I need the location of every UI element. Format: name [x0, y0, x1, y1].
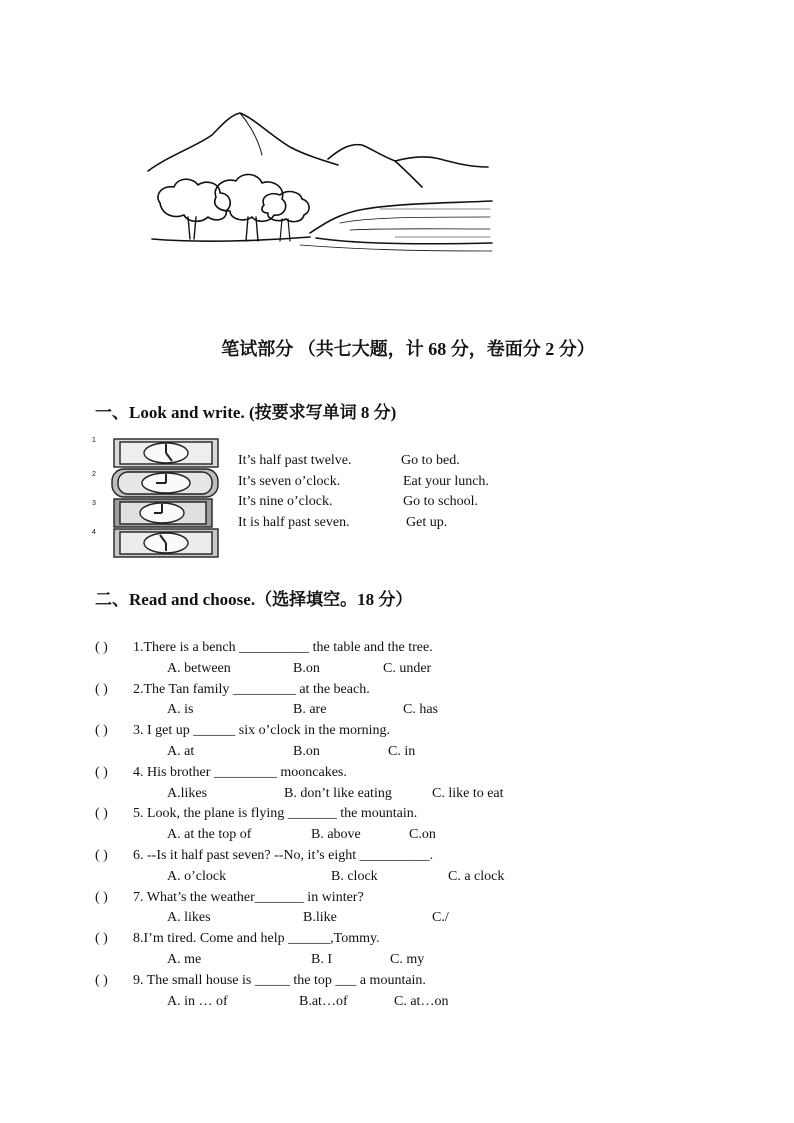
question-text: 2.The Tan family _________ at the beach. [133, 682, 370, 697]
section-1-heading: 一、Look and write. (按要求写单词 8 分) [95, 403, 397, 422]
phrase-item: It’s seven o’clock. [238, 474, 341, 489]
clock-icon [110, 437, 230, 562]
answer-blank[interactable]: ( ) [95, 973, 108, 988]
question-6 [95, 848, 433, 866]
option-c: C. at…on [394, 994, 449, 1009]
option-a: A. at the top of [167, 827, 252, 842]
option-a: A. in … of [167, 994, 228, 1009]
answer-blank[interactable]: ( ) [95, 682, 108, 697]
question-7 [95, 890, 364, 908]
option-a: A. likes [167, 910, 211, 925]
question-text: 4. His brother _________ mooncakes. [133, 765, 347, 780]
option-c: C./ [432, 910, 449, 925]
option-b: B. clock [331, 869, 378, 884]
question-3 [95, 723, 390, 741]
question-text: 5. Look, the plane is flying _______ the mountain. [133, 806, 418, 821]
landscape-illustration [140, 105, 505, 265]
phrase-item: Get up. [406, 515, 448, 530]
option-b: B.like [303, 910, 337, 925]
question-1 [95, 640, 433, 658]
answer-blank[interactable]: ( ) [95, 931, 108, 946]
option-c: C. a clock [448, 869, 505, 884]
question-text: 7. What’s the weather_______ in winter? [133, 890, 364, 905]
phrase-item: Eat your lunch. [403, 474, 489, 489]
phrase-item: It’s half past twelve. [238, 453, 352, 468]
clock-number: 4 [92, 529, 96, 536]
question-4 [95, 765, 347, 783]
question-text: 9. The small house is _____ the top ___ a mountain. [133, 973, 426, 988]
question-8 [95, 931, 380, 949]
option-c: C. my [390, 952, 425, 967]
option-a: A. me [167, 952, 202, 967]
option-c: C.on [409, 827, 436, 842]
question-text: 6. --Is it half past seven? --No, it’s eight __________. [133, 848, 434, 863]
answer-blank[interactable]: ( ) [95, 640, 108, 655]
option-a: A. at [167, 744, 195, 759]
option-c: C. like to eat [432, 786, 504, 801]
option-b: B.at…of [299, 994, 348, 1009]
question-5 [95, 806, 417, 824]
question-text: 3. I get up ______ six o’clock in the morning. [133, 723, 391, 738]
answer-blank[interactable]: ( ) [95, 890, 108, 905]
option-a: A.likes [167, 786, 208, 801]
clock-number: 2 [92, 471, 96, 478]
question-2 [95, 682, 370, 700]
option-c: C. has [403, 702, 438, 717]
option-b: B. above [311, 827, 361, 842]
answer-blank[interactable]: ( ) [95, 806, 108, 821]
page-title: 笔试部分 （共七大题，计 68 分，卷面分 2 分） [221, 339, 595, 359]
phrase-item: Go to bed. [401, 453, 460, 468]
phrase-item: It’s nine o’clock. [238, 494, 333, 509]
answer-blank[interactable]: ( ) [95, 848, 108, 863]
option-a: A. o’clock [167, 869, 227, 884]
section-2-heading: 二、Read and choose.（选择填空。18 分） [95, 590, 413, 609]
clock-pictures [92, 437, 230, 562]
clock-number: 1 [92, 437, 96, 444]
answer-blank[interactable]: ( ) [95, 723, 108, 738]
option-c: C. under [383, 661, 432, 676]
question-text: 8.I’m tired. Come and help ______,Tommy. [133, 931, 380, 946]
option-a: A. between [167, 661, 231, 676]
question-9 [95, 973, 426, 991]
option-b: B.on [293, 744, 320, 759]
phrase-item: It is half past seven. [238, 515, 350, 530]
option-b: B. are [293, 702, 327, 717]
option-c: C. in [388, 744, 416, 759]
answer-blank[interactable]: ( ) [95, 765, 108, 780]
option-a: A. is [167, 702, 194, 717]
phrase-item: Go to school. [403, 494, 479, 509]
option-b: B. don’t like eating [284, 786, 392, 801]
option-b: B. I [311, 952, 332, 967]
option-b: B.on [293, 661, 320, 676]
clock-number: 3 [92, 500, 96, 507]
question-text: 1.There is a bench __________ the table and the tree. [133, 640, 433, 655]
